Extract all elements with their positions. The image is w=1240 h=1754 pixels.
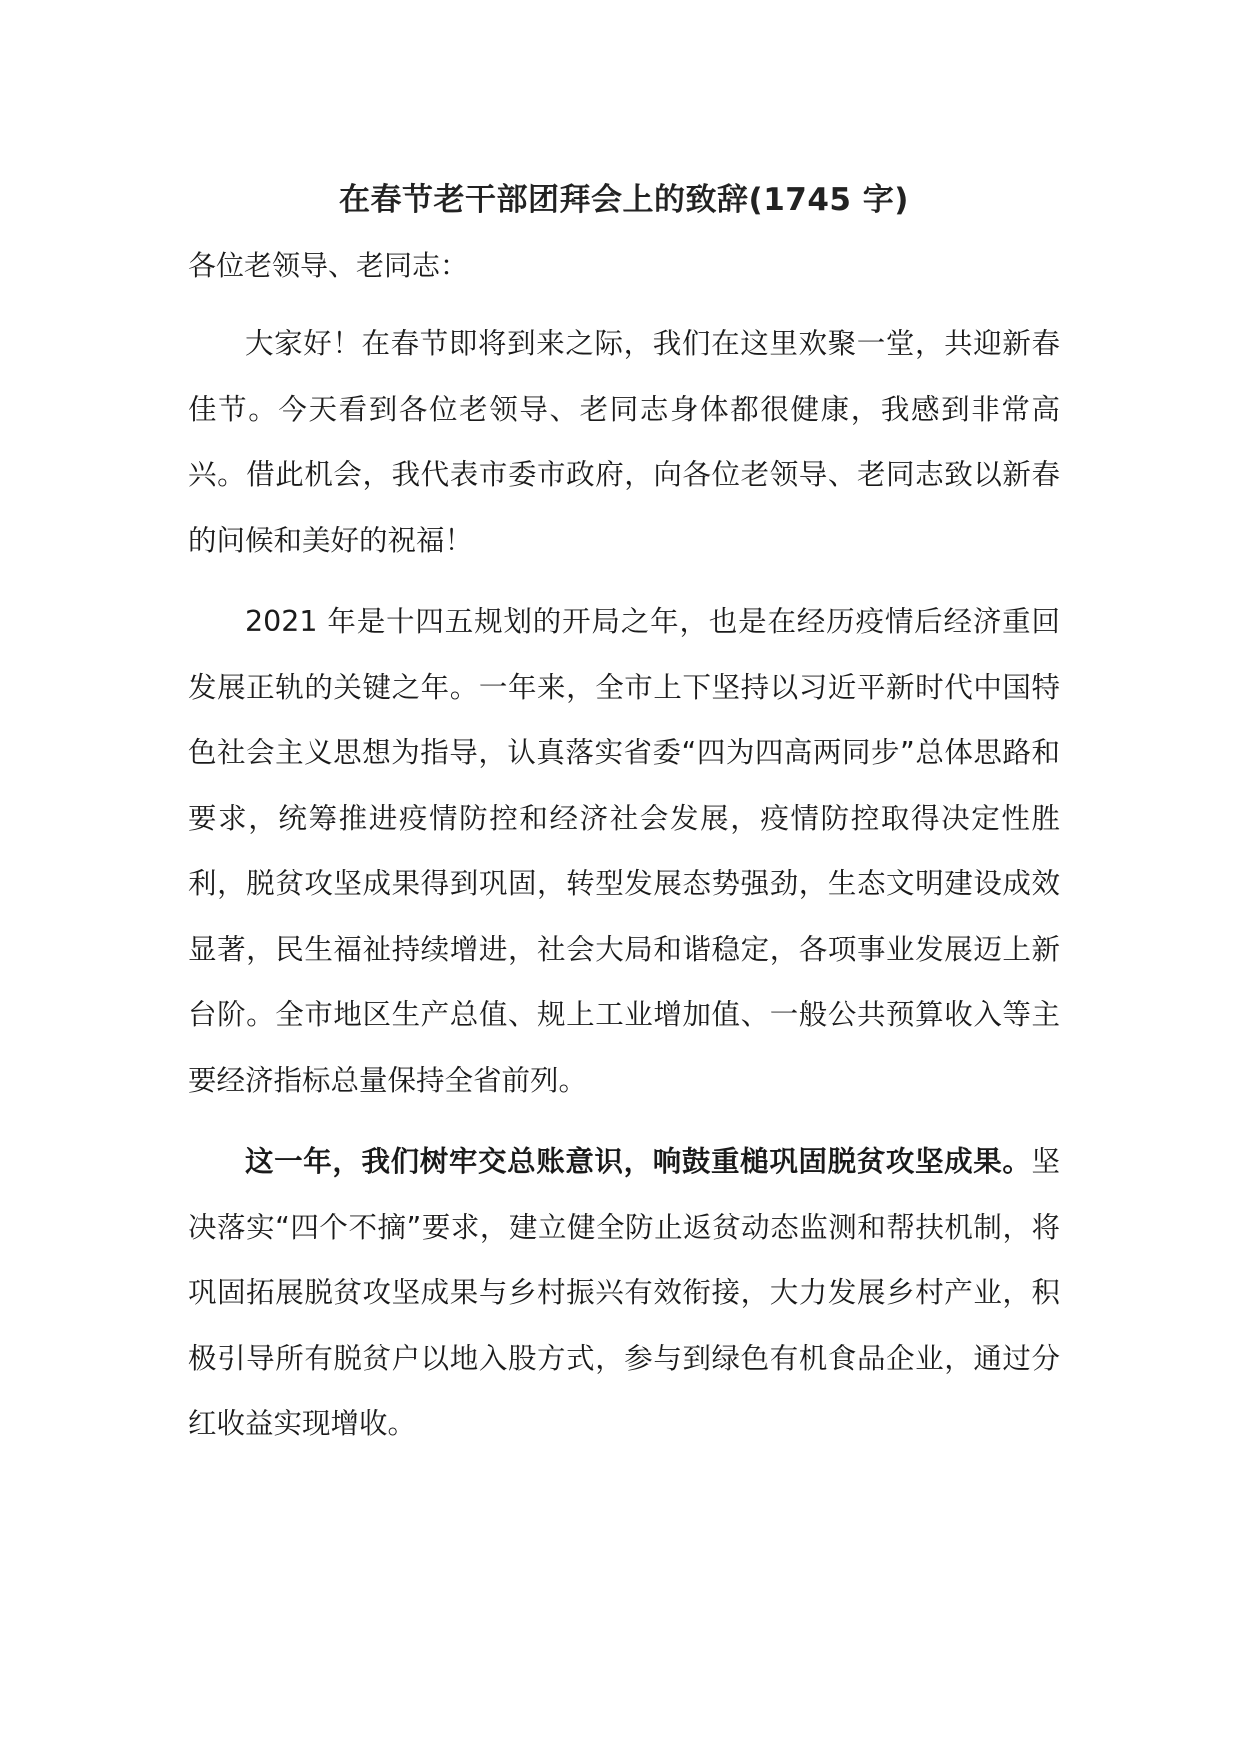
salutation: 各位老领导、老同志： — [188, 249, 469, 282]
paragraph-year-review: 2021 年是十四五规划的开局之年，也是在经历疫情后经济重回发展正轨的关键之年。一年来，全市上下坚持以习近平新时代中国特色社会主义思想为指导，认真落实省委“四为四高两同步”总体思路和要求，统筹推进疫情防控和经济社会发展，疫情防控取得决定性胜利，脱贫攻坚成果得到巩固，转型发展态势强劲，生态文明建设成效显著，民生福祉持续增进，社会大局和谐稳定，各项事业发展迈上新台阶。全市地区生产总值、规上工业增加值、一般公共预算收入等主要经济指标总量保持全省前列。 — [188, 605, 1060, 1097]
paragraph-bold-lead: 这一年，我们树牢交总账意识，响鼓重槌巩固脱贫攻坚成果。 — [245, 1145, 1032, 1178]
paragraph-greeting: 大家好！在春节即将到来之际，我们在这里欢聚一堂，共迎新春佳节。今天看到各位老领导、老同志身体都很健康，我感到非常高兴。借此机会，我代表市委市政府，向各位老领导、老同志致以新春的问候和美好的祝福！ — [188, 327, 1060, 557]
document-page — [188, 170, 1060, 1457]
document-title: 在春节老干部团拜会上的致辞(1745 字) — [339, 182, 909, 218]
paragraph-poverty-alleviation — [188, 1129, 1060, 1457]
paragraph-body: 坚决落实“四个不摘”要求，建立健全防止返贫动态监测和帮扶机制，将巩固拓展脱贫攻坚成果与乡村振兴有效衔接，大力发展乡村产业，积极引导所有脱贫户以地入股方式，参与到绿色有机食品企业，通过分红收益实现增收。 — [188, 1145, 1060, 1440]
